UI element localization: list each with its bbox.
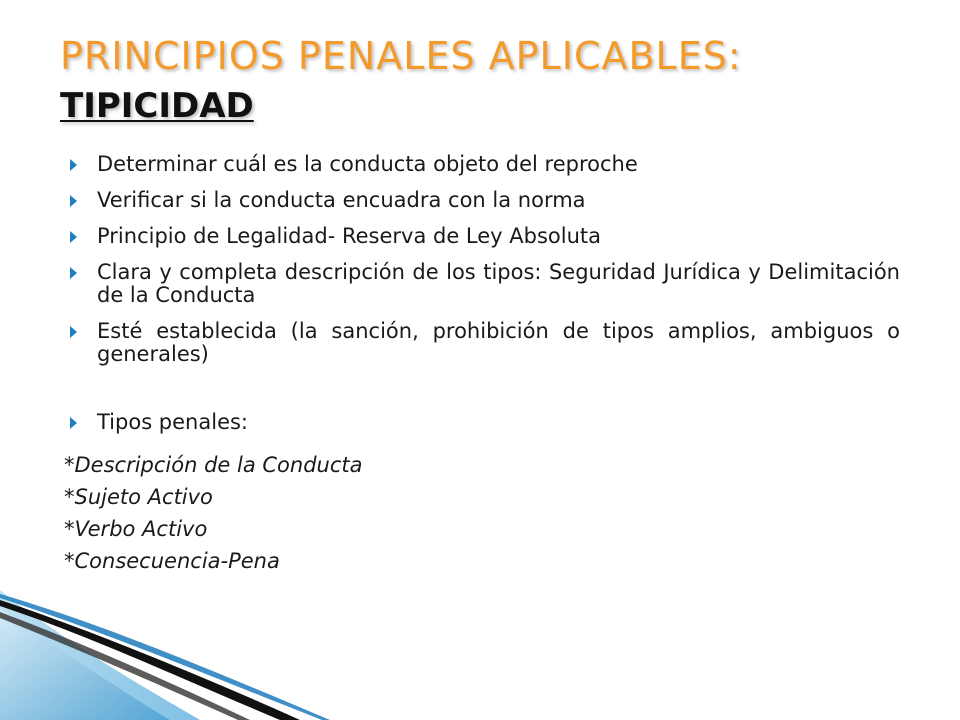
bullet-text: Clara y completa descripción de los tipos: Seguridad Jurídica y Delimitación de la Conducta	[97, 260, 900, 307]
triangle-right-icon	[70, 159, 77, 171]
tipos-penales-item: *Sujeto Activo	[64, 485, 213, 509]
bullet-text: Determinar cuál es la conducta objeto del reproche	[97, 152, 638, 176]
tipos-penales-item: *Consecuencia-Pena	[64, 549, 280, 573]
spacer	[70, 379, 900, 411]
bullet-text: Verificar si la conducta encuadra con la norma	[97, 188, 586, 212]
triangle-right-icon	[70, 195, 77, 207]
slide-subtitle: TIPICIDAD	[60, 86, 254, 126]
tipos-penales-item: *Descripción de la Conducta	[64, 453, 363, 477]
tipos-penales-item: *Verbo Activo	[64, 517, 208, 541]
decorative-wave	[0, 590, 330, 720]
bullet-text: Principio de Legalidad- Reserva de Ley Absoluta	[97, 224, 602, 248]
triangle-right-icon	[70, 326, 77, 338]
bullet-text: Tipos penales:	[97, 410, 249, 434]
bullet-list	[70, 153, 900, 447]
bullet-item	[70, 189, 900, 212]
bullet-item	[70, 261, 900, 307]
triangle-right-icon	[70, 267, 77, 279]
triangle-right-icon	[70, 417, 77, 429]
bullet-item	[70, 153, 900, 176]
bullet-item	[70, 411, 900, 434]
bullet-item	[70, 225, 900, 248]
bullet-item	[70, 320, 900, 366]
bullet-text: Esté establecida (la sanción, prohibición de tipos amplios, ambiguos o generales)	[97, 319, 900, 366]
tipos-penales-list	[64, 449, 363, 577]
slide-title: PRINCIPIOS PENALES APLICABLES:	[60, 34, 742, 78]
triangle-right-icon	[70, 231, 77, 243]
